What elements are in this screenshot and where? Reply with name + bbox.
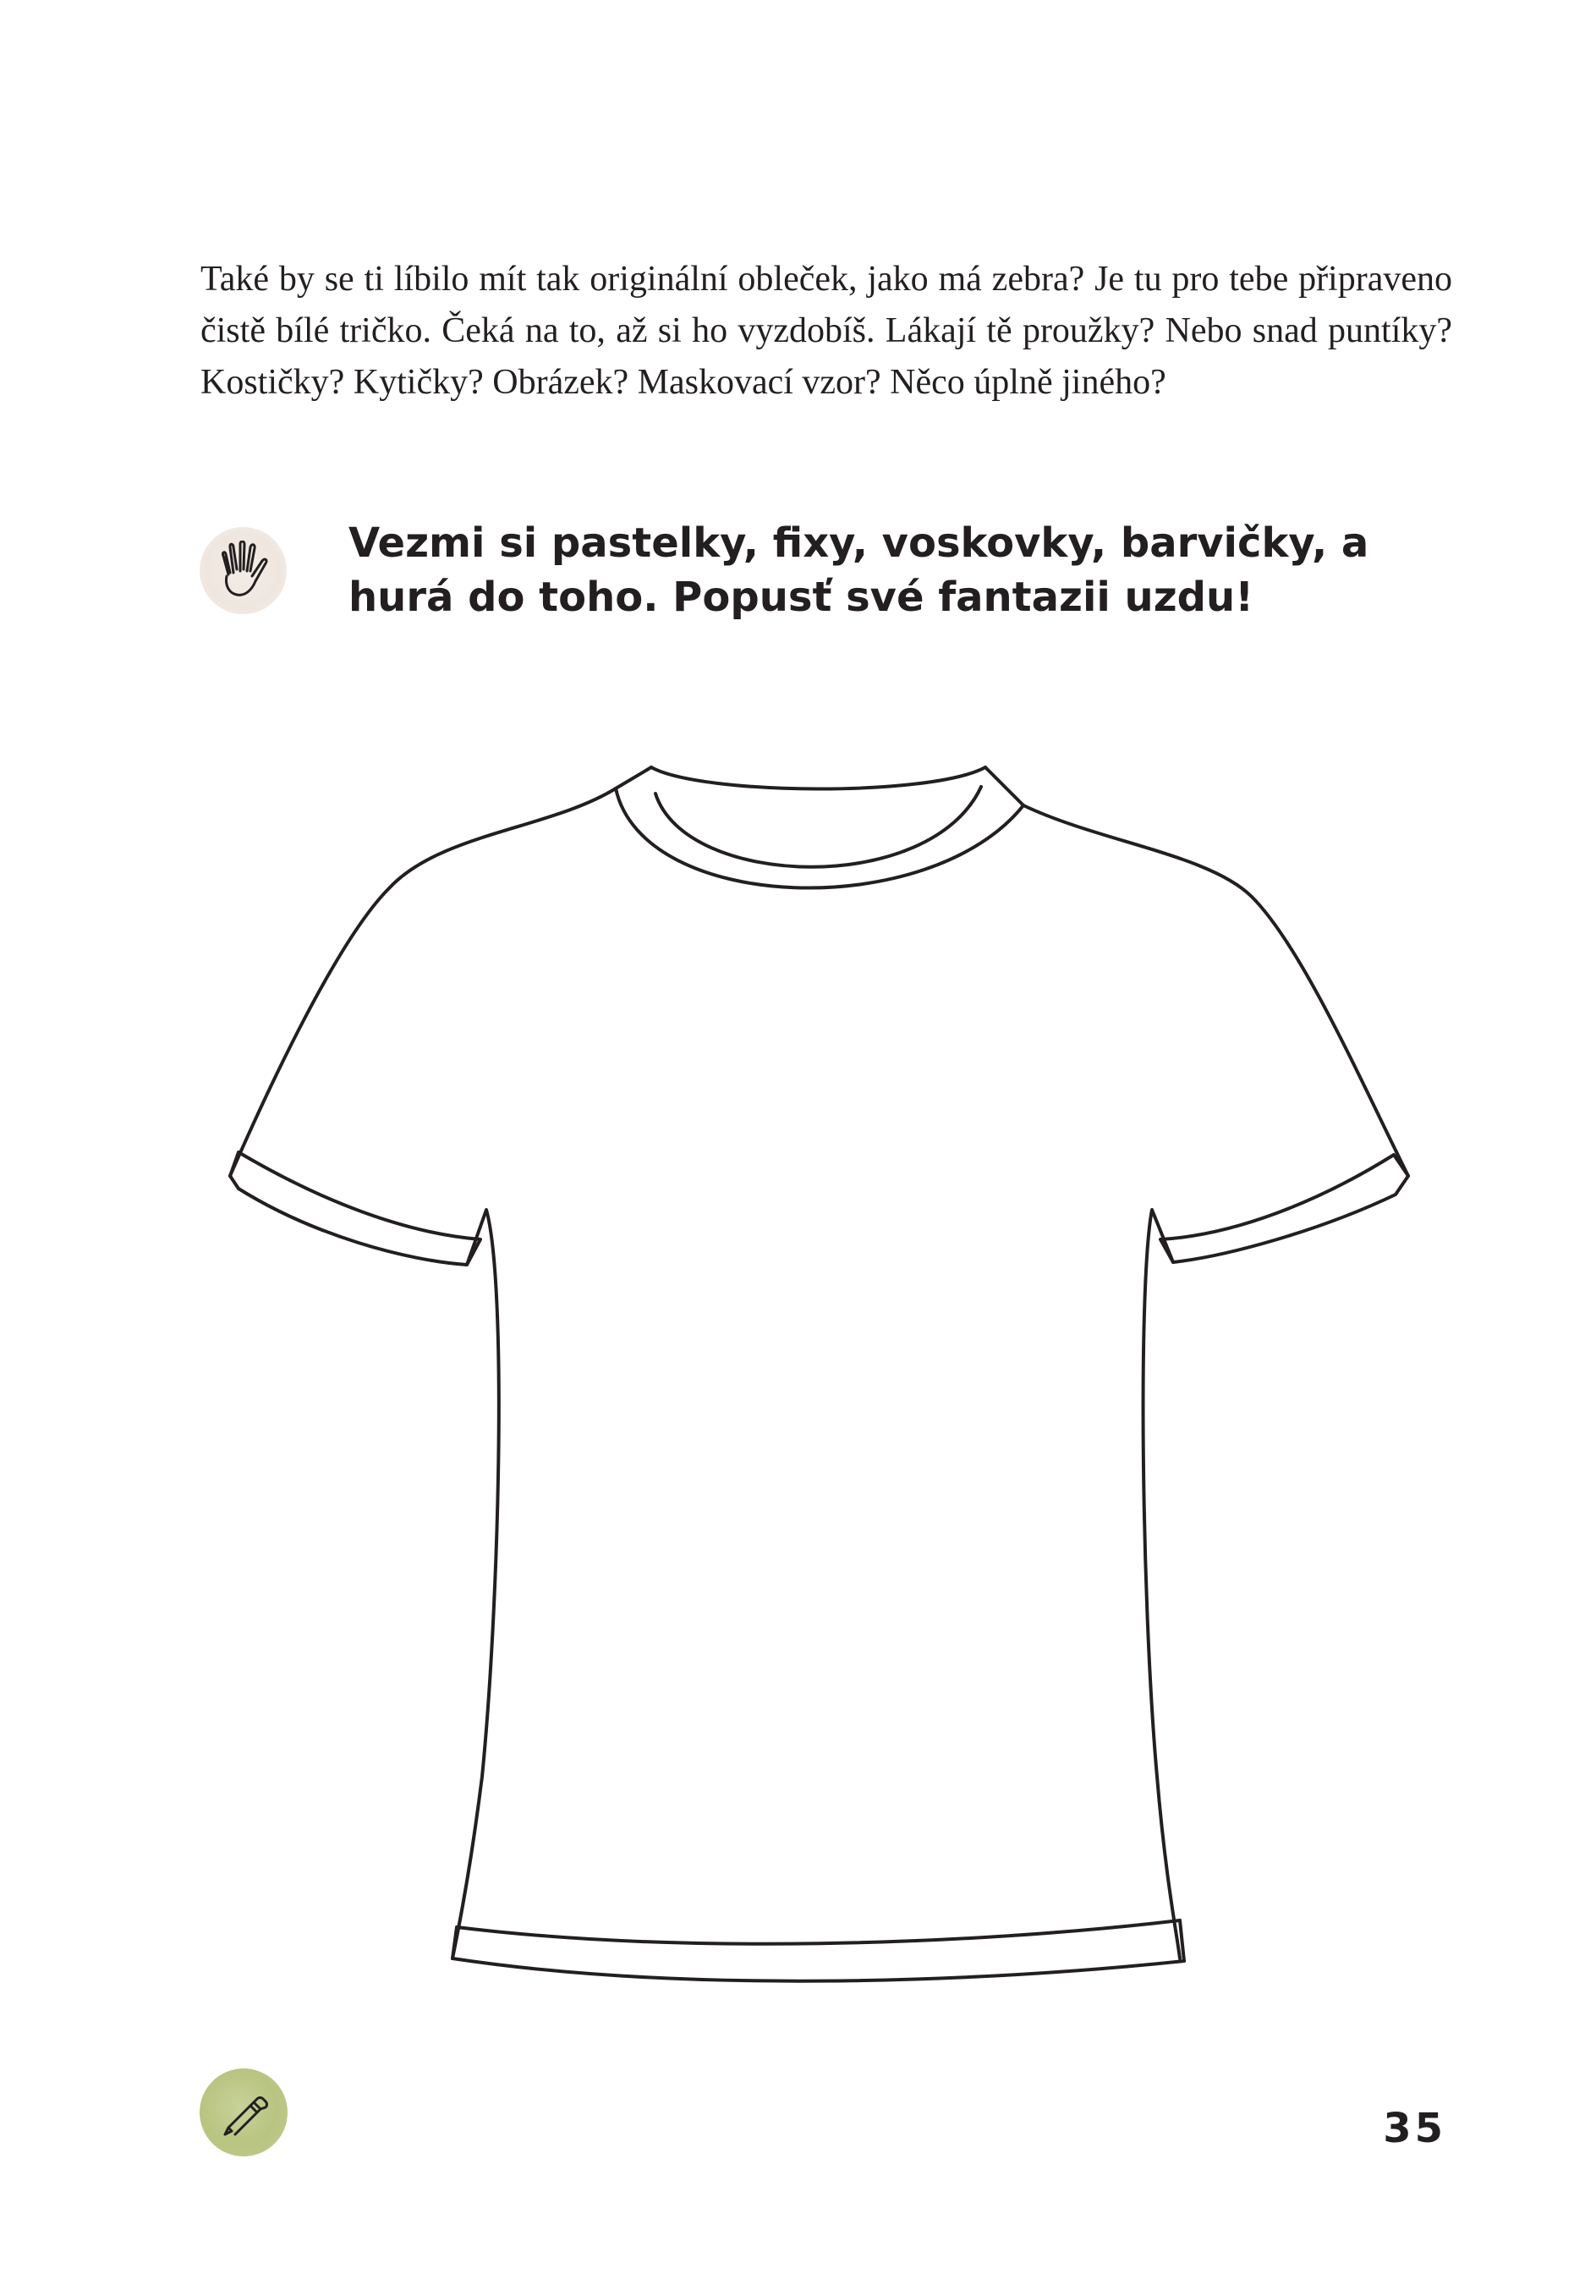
tshirt-left-sleeve-band	[230, 1152, 480, 1265]
tshirt-hem-top	[457, 1920, 1180, 1944]
instruction-text: Vezmi si pastelky, fixy, voskovky, barvičky, a hurá do toho. Popusť své fantazii uzdu!	[348, 519, 1369, 621]
tshirt-collar-inner	[655, 787, 981, 867]
pencil-icon	[217, 2085, 271, 2139]
tshirt-left-side	[452, 1210, 499, 1958]
tshirt-collar-top	[651, 767, 985, 789]
tshirt-collar-outer	[616, 788, 1023, 888]
tshirt-right-shoulder	[985, 767, 1408, 1176]
page-number: 35	[1383, 2105, 1446, 2152]
tshirt-hem-bottom	[452, 1958, 1184, 1981]
intro-paragraph: Také by se ti líbilo mít tak originální obleček, jako má zebra? Je tu pro tebe připraveno čistě bílé tričko. Čeká na to, až si ho vyzdobíš. Lákají tě proužky? Nebo snad puntíky? Kostičky? Kytičky? Obrázek? Maskovací vzor? Něco úplně jiného?	[200, 260, 1452, 402]
tshirt-right-side	[1144, 1210, 1180, 1958]
pencil-badge	[200, 2068, 288, 2156]
tshirt-left-shoulder	[230, 767, 651, 1176]
tshirt-right-sleeve-band	[1160, 1155, 1408, 1262]
